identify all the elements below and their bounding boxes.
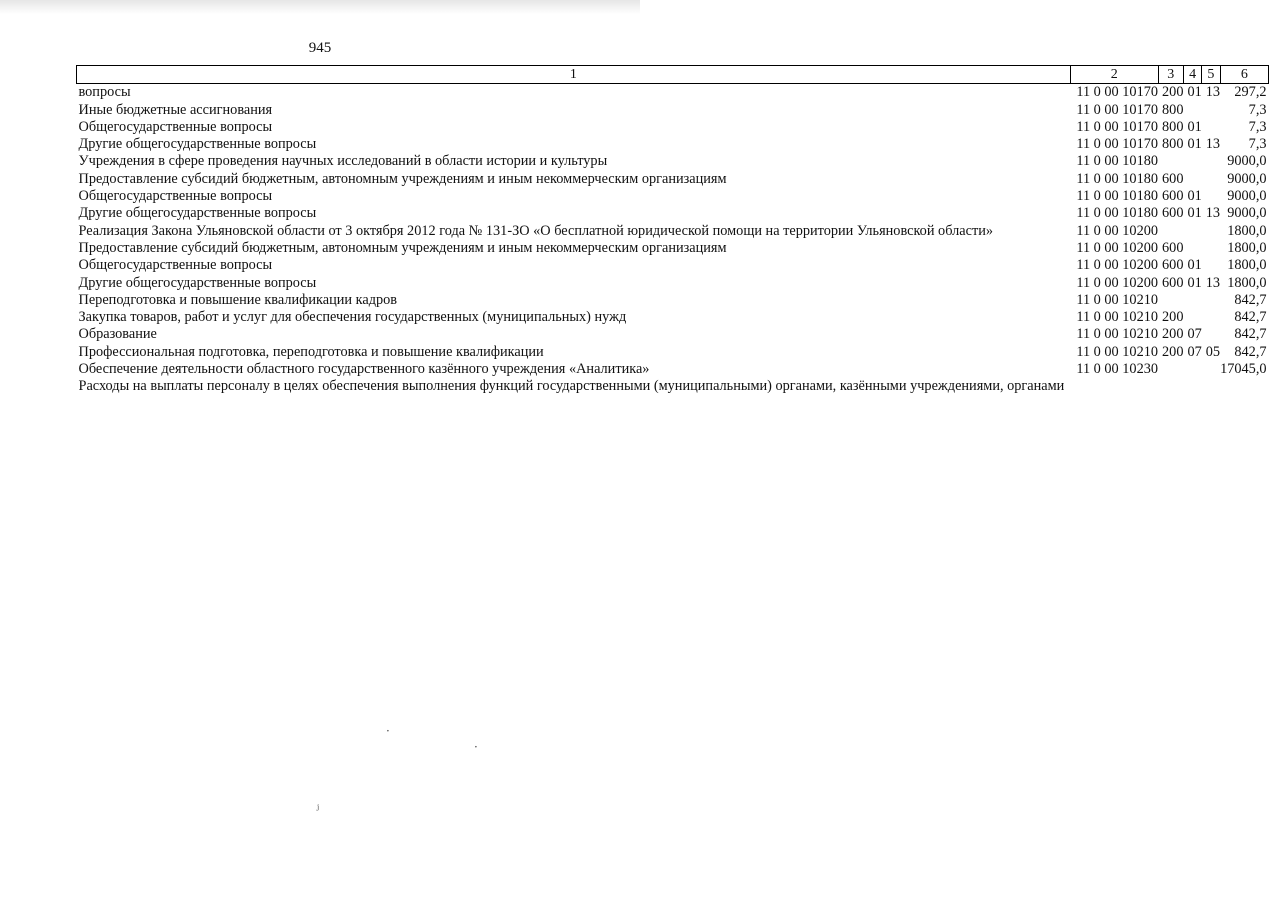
row-expense-type: [1158, 153, 1183, 170]
row-expense-type: 600: [1162, 257, 1184, 274]
row-subsection: [1202, 240, 1220, 257]
table-row: [77, 223, 1269, 240]
table-row: [77, 240, 1269, 257]
scan-dot: ·: [474, 740, 478, 754]
scan-dot: ·: [386, 724, 390, 738]
row-expense-type: 600: [1162, 274, 1184, 291]
row-name: Предоставление субсидий бюджетным, автономным учреждениям и иным некоммерческим организациям: [78, 239, 727, 256]
column-header-4: 4: [1183, 66, 1201, 84]
row-section: [1183, 102, 1201, 119]
row-name: Другие общегосударственные вопросы: [78, 274, 317, 291]
row-amount: 297,2: [1234, 84, 1267, 101]
row-subsection: 13: [1205, 205, 1221, 222]
table-row: [77, 84, 1269, 102]
row-code: 11 0 00 10170: [1076, 84, 1159, 101]
row-subsection: [1202, 223, 1220, 240]
row-amount: [1220, 378, 1268, 395]
row-name: Профессиональная подготовка, переподготовка и повышение квалификации: [78, 343, 544, 360]
row-section: [1183, 378, 1201, 395]
row-section: [1183, 240, 1201, 257]
table-row: [77, 361, 1269, 378]
row-expense-type: [1158, 361, 1183, 378]
scan-edge: [0, 0, 640, 14]
row-section: 07: [1187, 326, 1202, 343]
row-subsection: [1202, 326, 1220, 343]
table-row: [77, 378, 1269, 395]
column-header-row: [77, 66, 1269, 84]
table-row: [77, 326, 1269, 343]
row-code: 11 0 00 10200: [1076, 274, 1159, 291]
row-name: Обеспечение деятельности областного государственного казённого учреждения «Аналитика»: [78, 361, 650, 378]
row-expense-type: 600: [1162, 188, 1184, 205]
row-name: Другие общегосударственные вопросы: [78, 136, 317, 153]
row-expense-type: [1158, 223, 1183, 240]
row-section: [1183, 292, 1201, 309]
row-name: Учреждения в сфере проведения научных исследований в области истории и культуры: [78, 153, 608, 170]
row-amount: 1800,0: [1227, 274, 1267, 291]
row-expense-type: 600: [1162, 170, 1184, 187]
row-section: 01: [1187, 136, 1202, 153]
row-amount: 1800,0: [1227, 257, 1267, 274]
row-section: [1183, 309, 1201, 326]
row-subsection: [1202, 153, 1220, 170]
table-row: [77, 292, 1269, 309]
row-name: Закупка товаров, работ и услуг для обеспечения государственных (муниципальных) нужд: [78, 309, 627, 326]
row-name: Общегосударственные вопросы: [78, 257, 273, 274]
row-section: 01: [1187, 188, 1202, 205]
column-header-6: 6: [1220, 66, 1268, 84]
row-amount: 7,3: [1248, 101, 1267, 118]
table-row: [77, 102, 1269, 119]
table-row: [77, 171, 1269, 188]
row-expense-type: [1158, 292, 1183, 309]
page-number: 945: [308, 40, 332, 56]
row-section: 01: [1187, 274, 1202, 291]
row-name: Расходы на выплаты персоналу в целях обеспечения выполнения функций государственными (муниципальными) органами, казёнными учреждениями, органами: [78, 378, 1065, 395]
row-amount: 9000,0: [1227, 153, 1267, 170]
row-amount: 842,7: [1234, 343, 1267, 360]
table-row: [77, 275, 1269, 292]
row-name: Предоставление субсидий бюджетным, автономным учреждениям и иным некоммерческим организациям: [78, 170, 727, 187]
row-code: 11 0 00 10210: [1076, 343, 1159, 360]
row-amount: 9000,0: [1227, 188, 1267, 205]
row-amount: 842,7: [1234, 326, 1267, 343]
table-row: [77, 153, 1269, 170]
row-name: Общегосударственные вопросы: [78, 188, 273, 205]
row-amount: 7,3: [1248, 118, 1267, 135]
table-row: [77, 205, 1269, 222]
row-code: 11 0 00 10180: [1076, 170, 1159, 187]
row-subsection: [1202, 292, 1220, 309]
row-section: 01: [1187, 118, 1202, 135]
row-section: [1183, 223, 1201, 240]
row-section: [1183, 153, 1201, 170]
row-subsection: [1202, 361, 1220, 378]
row-code: [1070, 378, 1158, 395]
row-section: 01: [1187, 84, 1202, 101]
row-amount: 17045,0: [1220, 361, 1267, 378]
row-subsection: 13: [1205, 136, 1221, 153]
row-subsection: 05: [1205, 343, 1221, 360]
row-code: 11 0 00 10210: [1076, 291, 1159, 308]
row-expense-type: 200: [1162, 84, 1184, 101]
row-expense-type: 200: [1162, 343, 1184, 360]
row-name: Иные бюджетные ассигнования: [78, 101, 273, 118]
row-code: 11 0 00 10230: [1076, 361, 1159, 378]
row-code: 11 0 00 10170: [1076, 118, 1159, 135]
table-row: [77, 257, 1269, 274]
row-amount: 1800,0: [1227, 222, 1267, 239]
row-subsection: [1202, 102, 1220, 119]
row-code: 11 0 00 10170: [1076, 136, 1159, 153]
budget-table: [76, 65, 1269, 396]
row-amount: 9000,0: [1227, 170, 1267, 187]
row-code: 11 0 00 10200: [1076, 222, 1159, 239]
row-subsection: [1202, 309, 1220, 326]
row-subsection: [1202, 171, 1220, 188]
row-code: 11 0 00 10200: [1076, 239, 1159, 256]
table-row: [77, 309, 1269, 326]
row-expense-type: 600: [1162, 239, 1184, 256]
row-subsection: [1202, 188, 1220, 205]
row-code: 11 0 00 10170: [1076, 101, 1159, 118]
row-expense-type: 800: [1162, 101, 1184, 118]
row-subsection: [1202, 257, 1220, 274]
row-code: 11 0 00 10200: [1076, 257, 1159, 274]
column-header-3: 3: [1158, 66, 1183, 84]
row-subsection: 13: [1205, 84, 1221, 101]
row-code: 11 0 00 10210: [1076, 326, 1159, 343]
row-name: Другие общегосударственные вопросы: [78, 205, 317, 222]
row-name: Переподготовка и повышение квалификации кадров: [78, 291, 398, 308]
row-name: Реализация Закона Ульяновской области от 3 октября 2012 года № 131-ЗО «О бесплатной юридической помощи на территории Ульяновской области»: [78, 222, 993, 239]
row-amount: 842,7: [1234, 291, 1267, 308]
row-name: вопросы: [78, 84, 131, 101]
row-expense-type: 800: [1162, 136, 1184, 153]
scan-mark: ⱼ: [316, 798, 320, 812]
row-expense-type: 600: [1162, 205, 1184, 222]
row-name: Общегосударственные вопросы: [78, 118, 273, 135]
row-amount: 7,3: [1248, 136, 1267, 153]
row-section: [1183, 171, 1201, 188]
table-row: [77, 188, 1269, 205]
row-expense-type: 800: [1162, 118, 1184, 135]
column-header-1: 1: [77, 66, 1071, 84]
table-row: [77, 136, 1269, 153]
row-expense-type: 200: [1162, 326, 1184, 343]
row-code: 11 0 00 10180: [1076, 205, 1159, 222]
row-section: [1183, 361, 1201, 378]
table-row: [77, 119, 1269, 136]
row-section: 07: [1187, 343, 1202, 360]
column-header-5: 5: [1202, 66, 1220, 84]
row-amount: 842,7: [1234, 309, 1267, 326]
row-subsection: [1202, 378, 1220, 395]
row-amount: 9000,0: [1227, 205, 1267, 222]
row-code: 11 0 00 10180: [1076, 188, 1159, 205]
column-header-2: 2: [1070, 66, 1158, 84]
row-expense-type: [1158, 378, 1183, 395]
row-subsection: [1202, 119, 1220, 136]
row-amount: 1800,0: [1227, 239, 1267, 256]
row-subsection: 13: [1205, 274, 1221, 291]
row-code: 11 0 00 10210: [1076, 309, 1159, 326]
row-name: Образование: [78, 326, 157, 343]
row-section: 01: [1187, 205, 1202, 222]
row-section: 01: [1187, 257, 1202, 274]
table-row: [77, 344, 1269, 361]
row-code: 11 0 00 10180: [1076, 153, 1159, 170]
row-expense-type: 200: [1162, 309, 1184, 326]
